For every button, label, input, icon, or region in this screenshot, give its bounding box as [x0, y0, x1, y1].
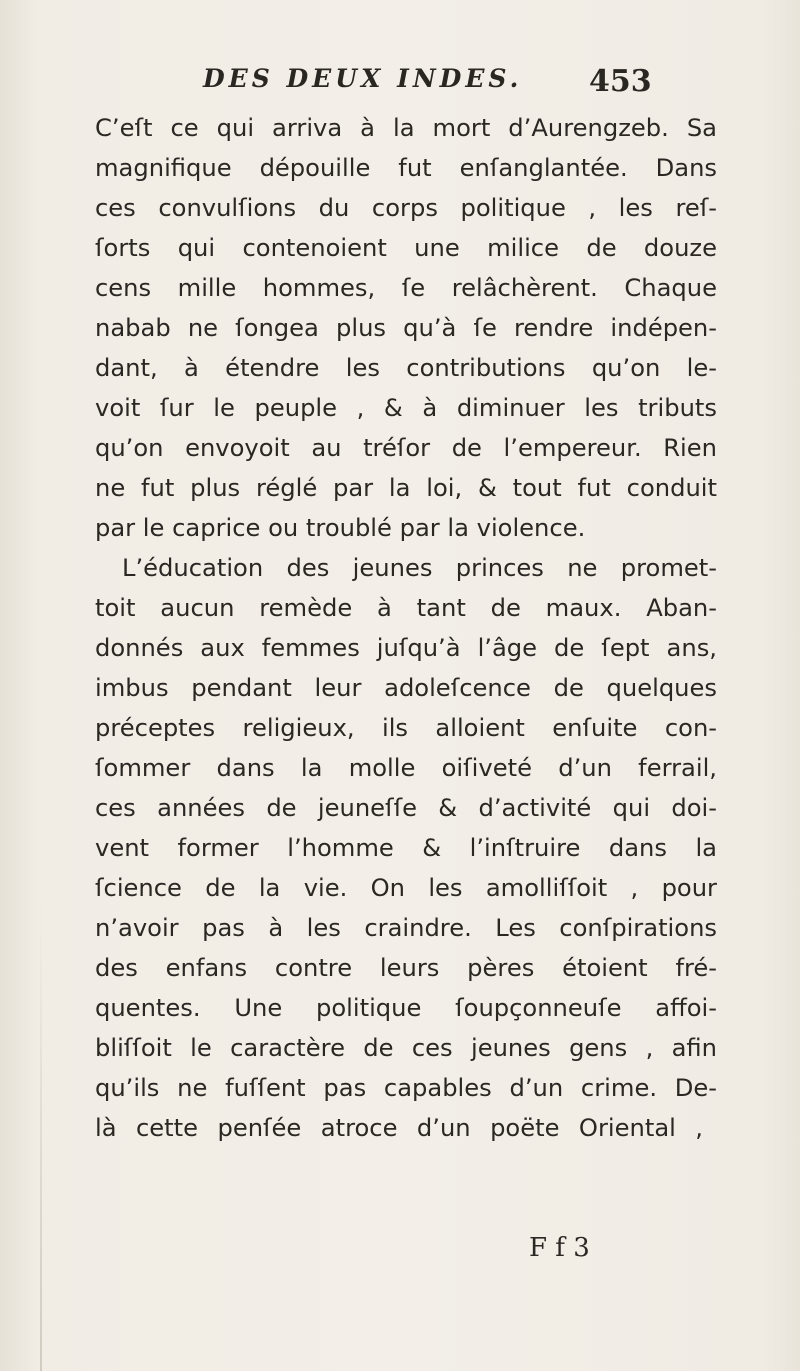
page-fold-shadow — [40, 900, 42, 1371]
text-line: voit ſur le peuple , & à diminuer les tributs — [95, 394, 717, 422]
running-head: DES DEUX INDES. — [203, 64, 523, 93]
page-header — [0, 62, 800, 102]
text-line: L’éducation des jeunes princes ne promet- — [122, 554, 717, 582]
text-line: toit aucun remède à tant de maux. Aban- — [95, 594, 717, 622]
text-line: ces convulſions du corps politique , les reſ- — [95, 194, 717, 222]
text-line: ſorts qui contenoient une milice de douze — [95, 234, 717, 262]
text-line: donnés aux femmes juſqu’à l’âge de ſept ans, — [95, 634, 717, 662]
text-line: C’eſt ce qui arriva à la mort d’Aurengzeb. Sa — [95, 114, 717, 142]
text-line: bliſſoit le caractère de ces jeunes gens , afin — [95, 1034, 717, 1062]
text-line: cens mille hommes, ſe relâchèrent. Chaque — [95, 274, 717, 302]
signature-mark: F f 3 — [529, 1233, 590, 1263]
text-line: par le caprice ou troublé par la violence. — [95, 514, 586, 542]
text-line: n’avoir pas à les craindre. Les conſpirations — [95, 914, 717, 942]
text-line: ſcience de la vie. On les amolliſſoit , pour — [95, 874, 717, 902]
text-line: ſommer dans la molle oiſiveté d’un ferrail, — [95, 754, 717, 782]
text-line: quentes. Une politique ſoupçonneuſe affoi- — [95, 994, 717, 1022]
text-line: nabab ne ſongea plus qu’à ſe rendre indépen- — [95, 314, 717, 342]
text-line: là cette penſée atroce d’un poëte Oriental , — [95, 1114, 703, 1142]
text-line: ces années de jeuneſſe & d’activité qui doi- — [95, 794, 717, 822]
text-line: des enfans contre leurs pères étoient fré- — [95, 954, 717, 982]
text-line: magnifique dépouille fut enſanglantée. Dans — [95, 154, 717, 182]
page-number: 453 — [589, 64, 652, 99]
text-line: qu’on envoyoit au tréſor de l’empereur. Rien — [95, 434, 717, 462]
text-line: dant, à étendre les contributions qu’on le- — [95, 354, 717, 382]
text-line: préceptes religieux, ils alloient enſuite con- — [95, 714, 717, 742]
text-line: qu’ils ne fuſſent pas capables d’un crime. De- — [95, 1074, 717, 1102]
text-line: ne fut plus réglé par la loi, & tout fut conduit — [95, 474, 717, 502]
text-line: vent former l’homme & l’inſtruire dans la — [95, 834, 717, 862]
text-line: imbus pendant leur adoleſcence de quelques — [95, 674, 717, 702]
